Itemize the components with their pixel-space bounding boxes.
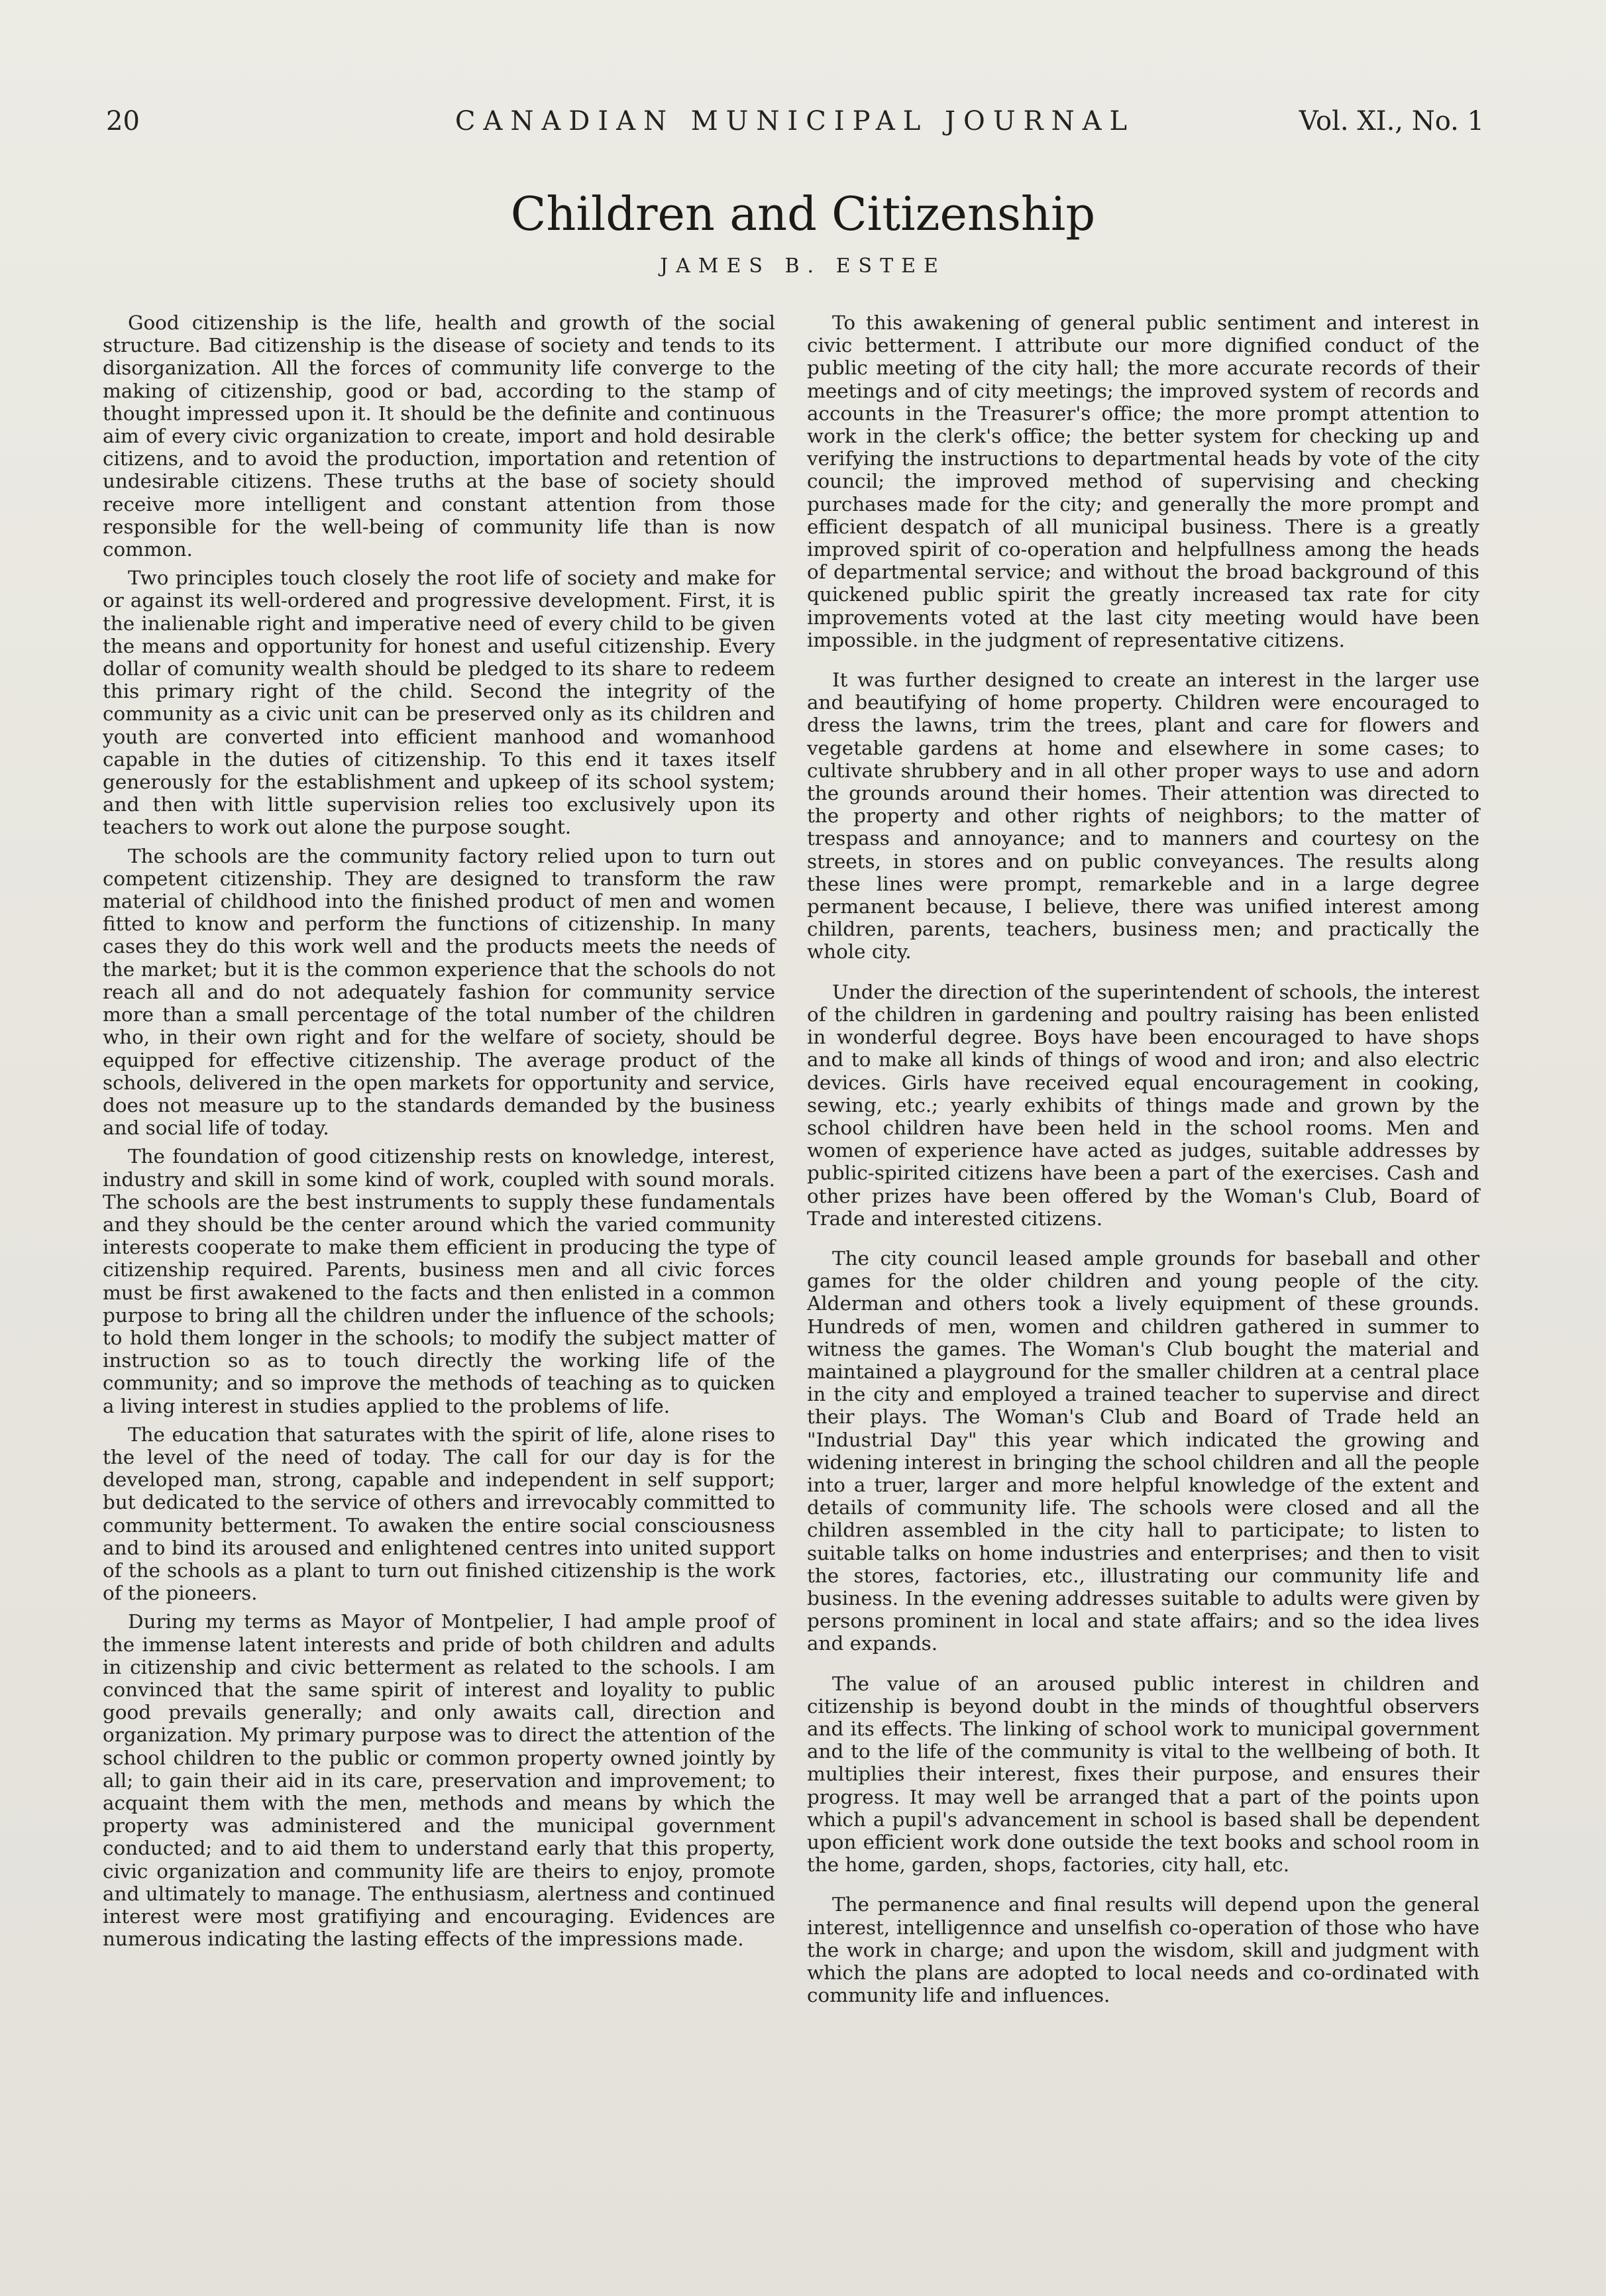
article-author: JAMES B. ESTEE (660, 254, 946, 278)
journal-title: CANADIAN MUNICIPAL JOURNAL (455, 106, 1136, 137)
paragraph: The education that saturates with the spirit of life, alone rises to the level of the need of today. The call for our day is for the developed man, strong, capable and independent in self support; but dedicated to the service of others and irrevocably committed to community betterment. To awaken the entire social consciousness and to bind its aroused and enlightened centres into united support of the schools as a plant to turn out finished citizenship is the work of the pioneers. (103, 1423, 775, 1605)
paragraph: It was further designed to create an interest in the larger use and beautifying of home property. Children were encouraged to dress the lawns, trim the trees, plant and care for flowers and vegetable gardens at home and elsewhere in some cases; to cultivate shrubbery and in all other proper ways to use and adorn the grounds around their homes. Their attention was directed to the property and other rights of neighbors; to the matter of trespass and annoyance; and to manners and courtesy on the streets, in stores and on public conveyances. The results along these lines were prompt, remarkeble and in a large degree permanent because, I believe, there was unified interest among children, parents, teachers, business men; and practically the whole city. (807, 669, 1479, 963)
paragraph: Good citizenship is the life, health and growth of the social structure. Bad citizenship is the disease of society and tends to its disorganization. All the forces of community life converge to the making of citizenship, good or bad, according to the stamp of thought impressed upon it. It should be the definite and continuous aim of every civic organization to create, import and hold desirable citizens, and to avoid the production, importation and retention of undesirable citizens. These truths at the base of society should receive more intelligent and constant attention from those responsible for the well-being of community life than is now common. (103, 311, 775, 561)
right-column (807, 311, 1479, 2006)
paragraph: The permanence and final results will depend upon the general interest, intelligennce and unselfish co-operation of those who have the work in charge; and upon the wisdom, skill and judgment with which the plans are adopted to local needs and co-ordinated with community life and influences. (807, 1893, 1479, 2007)
paragraph: The schools are the community factory relied upon to turn out competent citizenship. They are designed to transform the raw material of childhood into the finished product of men and women fitted to know and perform the functions of citizenship. In many cases they do this work well and the products meets the needs of the market; but it is the common experience that the schools do not reach all and do not adequately fashion for community service more than a small percentage of the total number of the children who, in their own right and for the welfare of society, should be equipped for effective citizenship. The average product of the schools, delivered in the open markets for opportunity and service, does not measure up to the standards demanded by the business and social life of today. (103, 844, 775, 1140)
left-column (103, 311, 775, 1950)
paragraph: The city council leased ample grounds for baseball and other games for the older children and young people of the city. Alderman and others took a lively equipment of these grounds. Hundreds of men, women and children gathered in summer to witness the games. The Woman's Club bought the material and maintained a playground for the smaller children at a central place in the city and employed a trained teacher to supervise and direct their plays. The Woman's Club and Board of Trade held an "Industrial Day" this year which indicated the growing and widening interest in bringing the school children and all the people into a truer, larger and more helpful knowledge of the extent and details of community life. The schools were closed and all the children assembled in the city hall to participate; to listen to suitable talks on home industries and enterprises; and then to visit the stores, factories, etc., illustrating our community life and business. In the evening addresses suitable to adults were given by persons prominent in local and state affairs; and so the idea lives and expands. (807, 1246, 1479, 1655)
running-head (106, 106, 1484, 146)
article-title: Children and Citizenship (510, 187, 1096, 241)
paragraph: Under the direction of the superintendent of schools, the interest of the children in gardening and poultry raising has been enlisted in wonderful degree. Boys have been encouraged to have shops and to make all kinds of things of wood and iron; and also electric devices. Girls have received equal encouragement in cooking, sewing, etc.; yearly exhibits of things made and grown by the school children have been held in the school rooms. Men and women of experience have acted as judges, suitable addresses by public-spirited citizens have been a part of the exercises. Cash and other prizes have been offered by the Woman's Club, Board of Trade and interested citizens. (807, 980, 1479, 1230)
paragraph: To this awakening of general public sentiment and interest in civic betterment. I attribute our more dignified conduct of the public meeting of the city hall; the more accurate records of their meetings and of city meetings; the improved system of records and accounts in the Treasurer's office; the more prompt attention to work in the clerk's office; the better system for checking up and verifying the instructions to departmental heads by vote of the city council; the improved method of supervising and checking purchases made for the city; and generally the more prompt and efficient despatch of all municipal business. There is a greatly improved spirit of co-operation and helpfullness among the heads of departmental service; and without the broad background of this quickened public spirit the greatly increased tax rate for city improvements voted at the last city meeting would have been impossible. in the judgment of representative citizens. (807, 311, 1479, 651)
paragraph: Two principles touch closely the root life of society and make for or against its well-ordered and progressive development. First, it is the inalienable right and imperative need of every child to be given the means and opportunity for honest and useful citizenship. Every dollar of comunity wealth should be pledged to its share to redeem this primary right of the child. Second the integrity of the community as a civic unit can be preserved only as its children and youth are converted into efficient manhood and womanhood capable in the duties of citizenship. To this end it taxes itself generously for the establishment and upkeep of its school system; and then with little supervision relies too exclusively upon its teachers to work out alone the purpose sought. (103, 567, 775, 839)
page-number: 20 (106, 106, 140, 137)
paragraph: The foundation of good citizenship rests on knowledge, interest, industry and skill in some kind of work, coupled with sound morals. The schools are the best instruments to supply these fundamentals and they should be the center around which the varied community interests cooperate to make them efficient in producing the type of citizenship required. Parents, business men and all civic forces must be first awakened to the facts and then enlisted in a common purpose to bring all the children under the influence of the schools; to hold them longer in the schools; to modify the subject matter of instruction so as to touch directly the working life of the community; and so improve the methods of teaching as to quicken a living interest in studies applied to the problems of life. (103, 1145, 775, 1417)
issue-number: Vol. XI., No. 1 (1299, 106, 1484, 137)
paragraph: The value of an aroused public interest in children and citizenship is beyond doubt in the minds of thoughtful observers and its effects. The linking of school work to municipal government and to the life of the community is vital to the wellbeing of both. It multiplies their interest, fixes their purpose, and ensures their progress. It may well be arranged that a part of the points upon which a pupil's advancement in school is based shall be dependent upon efficient work done outside the text books and school room in the home, garden, shops, factories, city hall, etc. (807, 1672, 1479, 1877)
paragraph: During my terms as Mayor of Montpelier, I had ample proof of the immense latent interests and pride of both children and adults in citizenship and civic betterment as related to the schools. I am convinced that the same spirit of interest and loyality to public good prevails generally; and only awaits call, direction and organization. My primary purpose was to direct the attention of the school children to the public or common property owned jointly by all; to gain their aid in its care, preservation and improvement; to acquaint them with the men, methods and means by which the property was administered and the municipal government conducted; and to aid them to understand early that this property, civic organization and community life are theirs to enjoy, promote and ultimately to manage. The enthusiasm, alertness and continued interest were most gratifiying and encouraging. Evidences are numerous indicating the lasting effects of the impressions made. (103, 1610, 775, 1951)
